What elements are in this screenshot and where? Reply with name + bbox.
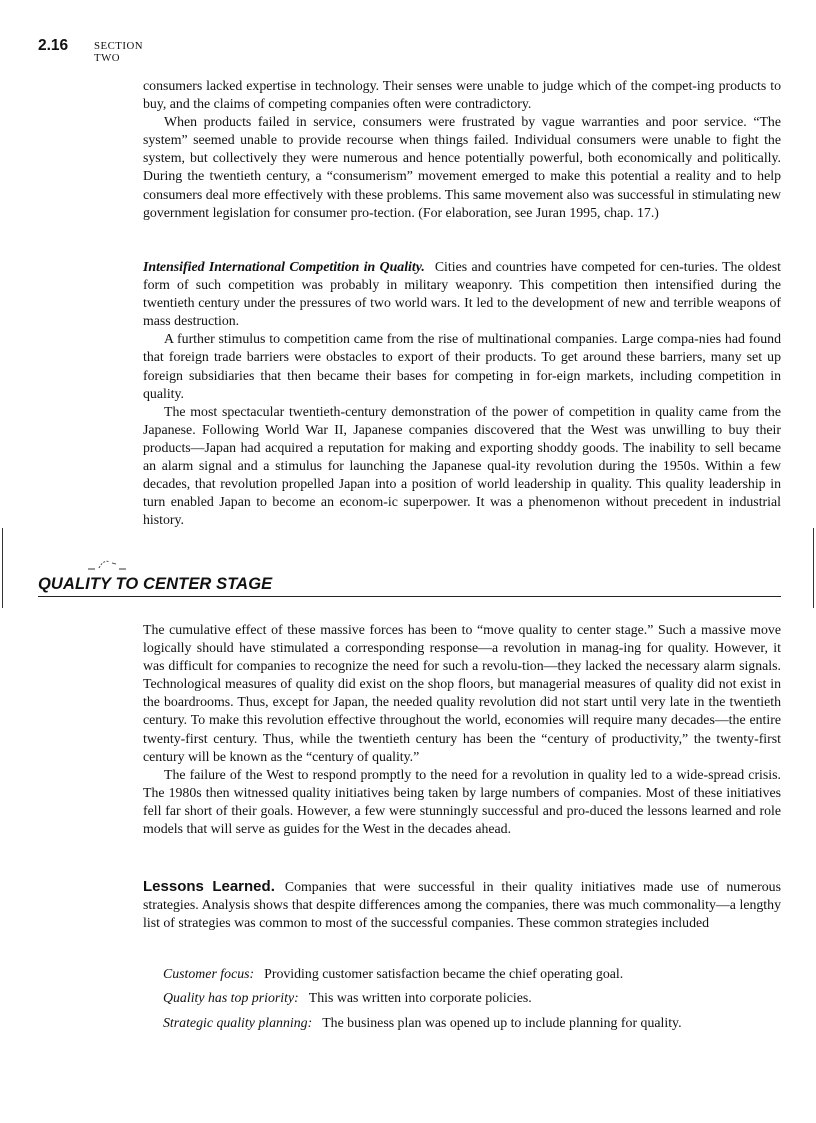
paragraph — [143, 878, 781, 932]
left-margin-rule — [2, 528, 3, 608]
paragraph: The most spectacular twentieth-century demonstration of the power of competition in quality came from the Japanese. Following World War II, Japanese companies discovered that the West was unwilling to buy their products—Japan had acquired a reputation for making and exporting shoddy goods. The inability to sell became an alarm signal and a stimulus for launching the Japanese qual-ity revolution during the 1950s. Within a few decades, that revolution propelled Japan into a position of world leadership in quality. This quality leadership in turn enabled Japan to become an econom-ic superpower. It was a phenomenon without precedent in industrial history. — [143, 403, 781, 528]
paragraph: The failure of the West to respond promptly to the need for a revolution in quality led to a wide-spread crisis. The 1980s then witnessed quality initiatives being taken by large numbers of companies. Most of these initiatives fell far short of their goals. However, a few were stunningly successful and pro-duced the lessons learned and role models that will serve as guides for the West in the decades ahead. — [143, 766, 781, 837]
running-head: SECTION TWO — [94, 40, 144, 64]
list-item — [163, 962, 783, 986]
list-item — [163, 1011, 783, 1035]
paragraph — [143, 258, 781, 330]
paragraph: When products failed in service, consumers were frustrated by vague warranties and poor service. “The system” seemed unable to provide recourse when things failed. Individual consumers were unable to fight the system, but collectively they were numerous and hence potentially powerful, both economically and politically. During the twentieth century, a “consumerism” movement emerged to make this potential a reality and to help consumers deal more effectively with these problems. This same movement also was successful in stimulating new government legislation for consumer pro-tection. (For elaboration, see Juran 1995, chap. 17.) — [143, 114, 781, 220]
list-text: The business plan was opened up to include planning for quality. — [322, 1014, 682, 1030]
strategy-list — [163, 962, 783, 1035]
run-in-heading: Intensified International Competition in Quality. — [143, 259, 425, 274]
run-in-heading: Lessons Learned. — [143, 878, 275, 895]
list-item — [163, 986, 783, 1010]
scan-mark-icon — [86, 558, 130, 572]
right-margin-rule — [813, 528, 814, 608]
consumerism-text — [143, 77, 781, 222]
competition-text — [143, 258, 781, 529]
list-term: Quality has top priority: — [163, 990, 299, 1006]
list-text: Providing customer satisfaction became the chief operating goal. — [264, 966, 624, 981]
page-number: 2.16 — [38, 37, 69, 54]
paragraph: A further stimulus to competition came from the rise of multinational companies. Large compa-nies had found that foreign trade barriers were obstacles to export of their products. To get around these barriers, many set up foreign subsidiaries that then became their bases for competing in for-eign markets, including competition in quality. — [143, 331, 781, 401]
section-heading: QUALITY TO CENTER STAGE — [38, 573, 781, 597]
paragraph: The cumulative effect of these massive forces has been to “move quality to center stage.” Such a massive move logically should have stimulated a corresponding response—a revolution in manag-ing for quality. However, it was difficult for companies to recognize the need for such a revolu-tion—they lacked the necessary alarm signals. Technological measures of quality did exist on the shop floors, but managerial measures of quality did not exist in the boardrooms. Thus, except for Japan, the needed quality revolution did not start until very late in the twentieth century. To make this revolution effective throughout the world, economies will require many decades—the entire twenty-first century. Thus, while the twentieth century has been the “century of productivity,” the twenty-first century will be known as the “century of quality.” — [143, 622, 781, 764]
center-stage-text — [143, 621, 781, 838]
paragraph-text: Companies that were successful in their quality initiatives made use of numerous strategies. Analysis shows that despite differences among the companies, there was much commonality—a lengthy list of strategies was common to most of the successful companies. These common strategies included — [143, 879, 781, 931]
list-text: This was written into corporate policies. — [308, 990, 532, 1006]
list-term: Strategic quality planning: — [163, 1014, 313, 1030]
paragraph: consumers lacked expertise in technology. Their senses were unable to judge which of the compet-ing products to buy, and the claims of competing companies often were contradictory. — [143, 78, 781, 112]
lessons-learned-text — [143, 878, 781, 932]
list-term: Customer focus: — [163, 966, 255, 981]
paragraph-text: Cities and countries have competed for cen-turies. The oldest form of such competition was probably in military weaponry. This competition then intensified during the twentieth century under the pressures of two world wars. It led to the development of new and terrible weapons of mass destruction. — [143, 259, 781, 329]
